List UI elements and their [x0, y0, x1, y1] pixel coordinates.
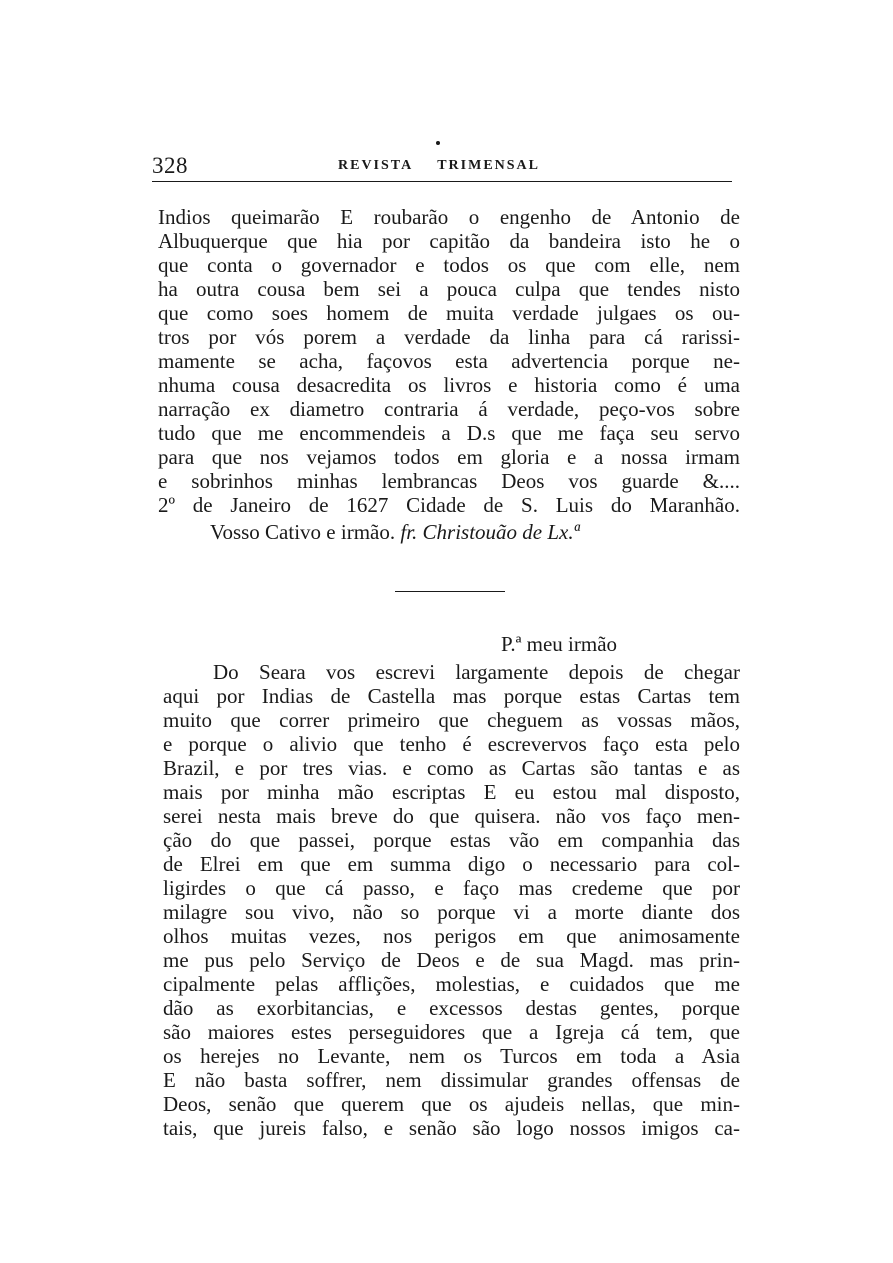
text-line: tudo que me encommendeis a D.s que me faça seu servo [158, 421, 740, 445]
text-line: Brazil, e por tres vias. e como as Cartas são tantas e as [163, 756, 740, 780]
text-line: E não basta soffrer, nem dissimular grandes offensas de [163, 1068, 740, 1092]
text-line: ção do que passei, porque estas vão em companhia das [163, 828, 740, 852]
running-head-left: REVISTA [338, 158, 414, 173]
text-line: dão as exorbitancias, e excessos destas gentes, porque [163, 996, 740, 1020]
text-line: e porque o alivio que tenho é escrevervos faço esta pelo [163, 732, 740, 756]
running-head-right: TRIMENSAL [437, 158, 540, 173]
text-line: mamente se acha, façovos esta advertencia porque ne- [158, 349, 740, 373]
text-line: ligirdes o que cá passo, e faço mas credeme que por [163, 876, 740, 900]
text-line: são maiores estes perseguidores que a Igreja cá tem, que [163, 1020, 740, 1044]
text-line: mais por minha mão escriptas E eu estou mal disposto, [163, 780, 740, 804]
text-line: nhuma cousa desacredita os livros e historia como é uma [158, 373, 740, 397]
text-line: tais, que jureis falso, e senão são logo nossos imigos ca- [163, 1116, 740, 1140]
letter-two-salutation: P.ª meu irmão [501, 632, 618, 656]
text-line: aqui por Indias de Castella mas porque estas Cartas tem [163, 684, 740, 708]
letter-one-body [158, 205, 740, 517]
text-line: muito que correr primeiro que cheguem as vossas mãos, [163, 708, 740, 732]
letter-two-body [163, 660, 740, 1140]
text-line: me pus pelo Serviço de Deos e de sua Magd. mas prin- [163, 948, 740, 972]
signature-name: fr. Christouão de Lx.ª [400, 520, 580, 544]
text-line: que conta o governador e todos os que com elle, nem [158, 253, 740, 277]
header-ornament [436, 141, 440, 145]
running-head [338, 158, 540, 174]
text-line: Deos, senão que querem que os ajudeis nellas, que min- [163, 1092, 740, 1116]
text-line: e sobrinhos minhas lembrancas Deos vos guarde &.... [158, 469, 740, 493]
text-line: Albuquerque que hia por capitão da bandeira isto he o [158, 229, 740, 253]
text-line: serei nesta mais breve do que quisera. não vos faço men- [163, 804, 740, 828]
text-line: Do Seara vos escrevi largamente depois de chegar [213, 660, 740, 684]
text-line: de Elrei em que em summa digo o necessario para col- [163, 852, 740, 876]
text-line: os herejes no Levante, nem os Turcos em toda a Asia [163, 1044, 740, 1068]
text-line: 2º de Janeiro de 1627 Cidade de S. Luis do Maranhão. [158, 493, 740, 517]
letter-one-signature [210, 520, 579, 545]
text-line: ha outra cousa bem sei a pouca culpa que tendes nisto [158, 277, 740, 301]
header-rule [152, 181, 732, 182]
signature-closing: Vosso Cativo e irmão. [210, 520, 396, 544]
text-line: tros por vós porem a verdade da linha para cá rarissi- [158, 325, 740, 349]
text-line: que como soes homem de muita verdade julgaes os ou- [158, 301, 740, 325]
text-line: para que nos vejamos todos em gloria e a nossa irmam [158, 445, 740, 469]
section-separator [395, 591, 505, 592]
text-line: olhos muitas vezes, nos perigos em que animosamente [163, 924, 740, 948]
page-number: 328 [152, 153, 188, 178]
text-line: narração ex diametro contraria á verdade, peço-vos sobre [158, 397, 740, 421]
text-line: milagre sou vivo, não so porque vi a morte diante dos [163, 900, 740, 924]
text-line: Indios queimarão E roubarão o engenho de Antonio de [158, 205, 740, 229]
text-line: cipalmente pelas afflições, molestias, e cuidados que me [163, 972, 740, 996]
